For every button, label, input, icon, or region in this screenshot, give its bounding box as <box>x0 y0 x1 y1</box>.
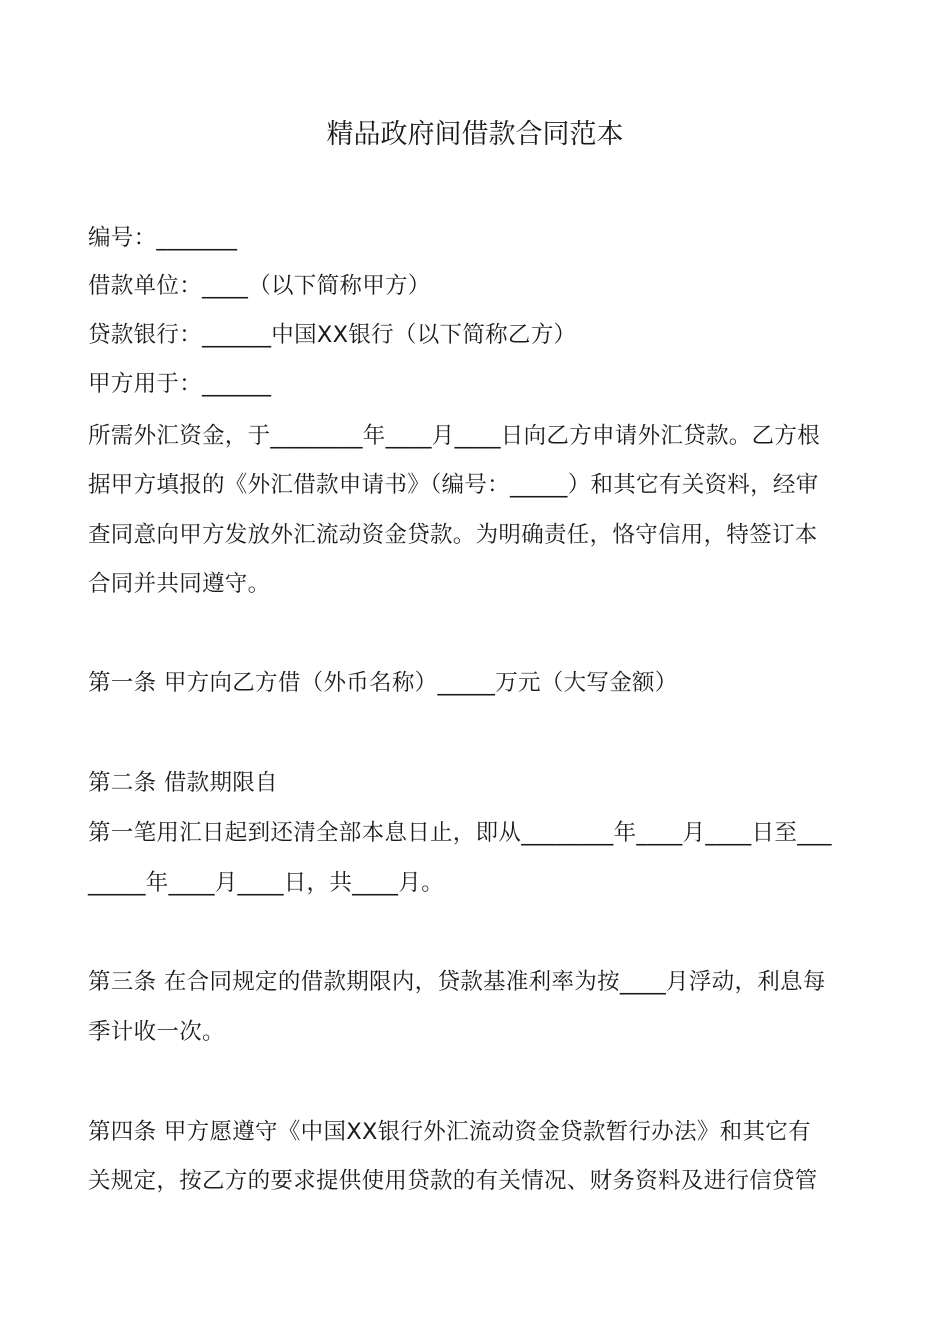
purpose-line: 甲方用于：______ <box>88 371 272 397</box>
article-2-line-2: _____年____月____日，共____月。 <box>88 870 444 896</box>
article-3-line-2: 季计收一次。 <box>88 1019 225 1045</box>
article-4-line-1: 第四条 甲方愿遵守《中国XX银行外汇流动资金贷款暂行办法》和其它有 <box>88 1119 811 1145</box>
article-2-line-1: 第一笔用汇日起到还清全部本息日止，即从________年____月____日至___ <box>88 820 832 846</box>
article-3-line-1: 第三条 在合同规定的借款期限内，贷款基准利率为按____月浮动，利息每 <box>88 969 826 995</box>
intro-paragraph-line-2: 据甲方填报的《外汇借款申请书》（编号：_____）和其它有关资料，经审 <box>88 472 819 498</box>
article-4-line-2: 关规定，按乙方的要求提供使用贷款的有关情况、财务资料及进行信贷管 <box>88 1168 818 1194</box>
document-title: 精品政府间借款合同范本 <box>326 119 624 150</box>
article-1-line: 第一条 甲方向乙方借（外币名称）_____万元（大写金额） <box>88 670 678 696</box>
intro-paragraph-line-4: 合同并共同遵守。 <box>88 571 271 597</box>
contract-number-line: 编号：_______ <box>88 225 238 251</box>
intro-paragraph-line-1: 所需外汇资金，于________年____月____日向乙方申请外汇贷款。乙方根 <box>88 423 821 449</box>
article-2-heading: 第二条 借款期限自 <box>88 770 278 796</box>
intro-paragraph-line-3: 查同意向甲方发放外汇流动资金贷款。为明确责任，恪守信用，特签订本 <box>88 522 818 548</box>
lender-bank-line: 贷款银行：______中国XX银行（以下简称乙方） <box>88 322 577 348</box>
borrower-line: 借款单位：____（以下简称甲方） <box>88 273 431 299</box>
